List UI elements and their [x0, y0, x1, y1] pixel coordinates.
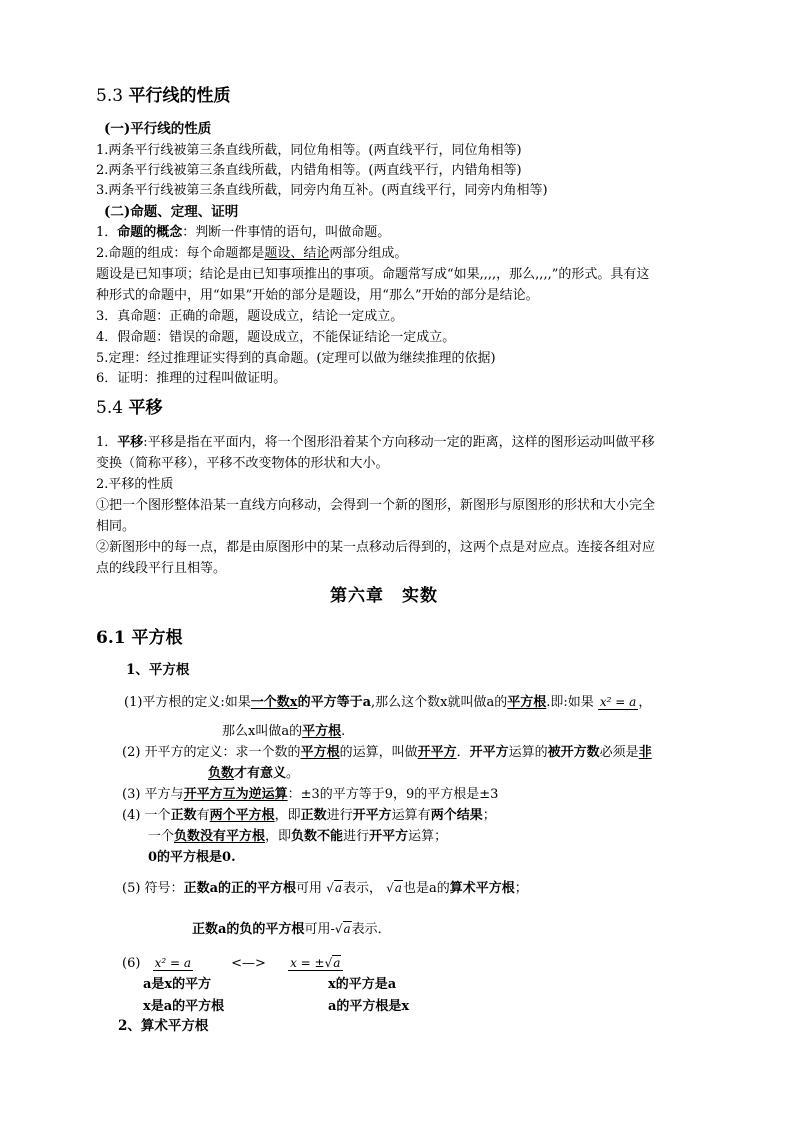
text: ；: [514, 881, 528, 896]
radicand: a: [343, 922, 351, 936]
text-line: 4．假命题：错误的命题，题设成立，不能保证结论一定成立。: [96, 330, 456, 345]
text-line: 3．真命题：正确的命题，题设成立，结论一定成立。: [96, 309, 404, 324]
item-2-line-2: [208, 765, 299, 782]
term: 平移: [117, 435, 144, 450]
text-line: 点的线段平行且相等。: [96, 561, 227, 576]
underlined-term: 开平方: [417, 745, 457, 760]
text: 表示，: [342, 881, 382, 896]
text: (5) 符号：: [122, 881, 184, 896]
text: .: [341, 724, 346, 739]
item-number: (6): [122, 956, 141, 971]
text: ；: [482, 808, 496, 823]
text-line: 相同。: [96, 519, 136, 534]
text-line: 5.定理：经过推理证实得到的真命题。(定理可以做为继续推理的依据): [96, 351, 496, 366]
section-number: 5.3: [96, 86, 124, 106]
subsection-title: (二)命题、定理、证明: [104, 204, 239, 220]
text: 进行: [326, 808, 353, 823]
section-title: 平方根: [131, 628, 183, 648]
item-2-line-1: [122, 744, 652, 761]
text-line: ①把一个图形整体沿某一直线方向移动，会得到一个新的图形，新图形与原图形的形状和大小完全: [96, 498, 656, 513]
underlined-term: 题设、结论: [264, 246, 330, 261]
text: 1．: [96, 225, 118, 240]
text-line: ②新图形中的每一点，都是由原图形中的某一点移动后得到的，这两个点是对应点。连接各组对应: [96, 540, 656, 555]
item-5-line-1: [122, 880, 528, 897]
text: 2.命题的组成：每个命题都是: [96, 246, 265, 261]
text: ．: [456, 745, 470, 760]
text-line: 变换（简称平移），平移不改变物体的形状和大小。: [96, 456, 389, 471]
text: (1)平方根的定义:如果: [124, 695, 251, 710]
term: 才有意义: [234, 766, 287, 781]
item-3: [122, 786, 498, 803]
text-line: 6．证明：推理的过程叫做证明。: [96, 371, 287, 386]
text: (3) 平方与: [122, 787, 184, 802]
item-5-line-2: [192, 921, 391, 938]
text: ,那么这个数x就叫做a的: [371, 695, 508, 710]
term: 的平方: [297, 695, 337, 710]
section-title: 平行线的性质: [128, 86, 231, 106]
text: :平移是指在平面内，将一个图形沿着某个方向移动一定的距离，这样的图形运动叫做平移: [143, 435, 655, 450]
radical-sign: √: [386, 881, 394, 895]
section-number: 5.4: [96, 398, 124, 418]
chapter-title: 第六章 实数: [330, 586, 438, 606]
text-line: 题设是已知事项；结论是由已知事项推出的事项。命题常写成“如果,,,,，那么,,,,”的形式。具有这: [96, 267, 650, 282]
math-formula-left: x² = a: [154, 956, 191, 970]
item-4-line-3: 0的平方根是0.: [148, 850, 236, 865]
text-line: 种形式的命题中，用“如果”开始的部分是题设，用“那么”开始的部分是结论。: [96, 288, 539, 303]
underlined-term: 负数: [208, 766, 235, 781]
text: 可用: [296, 881, 323, 896]
text: ：判断一件事情的语句，叫做命题。: [182, 225, 391, 240]
section-5-4-heading: [96, 400, 162, 417]
subsection-title: 1、平方根: [126, 662, 190, 678]
term: 正数: [300, 808, 327, 823]
sqrt-a-formula: [335, 921, 352, 936]
text: (4) 一个: [122, 808, 171, 823]
underlined-term: 平方根: [300, 745, 340, 760]
text: 。: [286, 766, 300, 781]
underlined-term: 平方根: [507, 695, 547, 710]
subsection-title: 2、算术平方根: [118, 1018, 209, 1034]
term: 开平方: [352, 808, 392, 823]
section-number: 6.1: [96, 628, 126, 648]
term: 开平方: [469, 745, 509, 760]
text: 也是a的: [402, 881, 450, 896]
text: 一个: [148, 829, 175, 844]
item-6-col1-line2: x是a的平方根: [143, 999, 225, 1014]
text: 可用-: [304, 922, 335, 937]
subsection-title: (一)平行线的性质: [104, 121, 212, 137]
text-line: 1.两条平行线被第三条直线所截，同位角相等。(两直线平行，同位角相等): [96, 143, 522, 158]
section-5-3-heading: [96, 88, 230, 105]
text: 两部分组成。: [329, 246, 408, 261]
term: 被开方数: [547, 745, 600, 760]
term: 算术平方根: [449, 881, 515, 896]
formula-prefix: x = ±: [290, 956, 325, 970]
item-6-col1-line1: a是x的平方: [143, 977, 212, 992]
math-formula: x² = a: [599, 695, 637, 709]
text-line: [96, 245, 407, 262]
term: 命题的概念: [117, 225, 183, 240]
text-line: 2.平移的性质: [96, 477, 174, 492]
term: 负数不能: [291, 829, 344, 844]
sqrt-a-formula: [386, 880, 403, 895]
text: ，: [638, 695, 652, 710]
section-6-1-heading: [96, 630, 183, 647]
term: 等于a: [336, 695, 372, 710]
text: 运算有: [391, 808, 431, 823]
text-line: [96, 224, 390, 241]
text-line: 2.两条平行线被第三条直线所截，内错角相等。(两直线平行，内错角相等): [96, 163, 522, 178]
text: 运算；: [408, 829, 448, 844]
text: ，即: [274, 808, 301, 823]
radicand: a: [333, 956, 341, 970]
text: 必须是: [599, 745, 639, 760]
radical-sign: √: [326, 881, 334, 895]
text: ，即: [265, 829, 292, 844]
text-line: 3.两条平行线被第三条直线所截，同旁内角互补。(两直线平行，同旁内角相等): [96, 183, 548, 198]
radical-sign: √: [334, 922, 343, 936]
text: 进行: [343, 829, 370, 844]
equivalence-arrow: <—>: [231, 956, 266, 971]
text: (2) 开平方的定义：求一个数的: [122, 745, 301, 760]
sqrt-a-formula: [326, 880, 343, 895]
text-line: [96, 434, 655, 451]
underlined-term: 平方根: [302, 724, 342, 739]
text: 表示．: [351, 922, 391, 937]
text: .即:如果: [546, 695, 594, 710]
text: ：±3的平方等于9，9的平方根是±3: [287, 787, 499, 802]
item-6-col2-line1: x的平方是a: [328, 977, 397, 992]
underlined-term: 开平方互为逆运算: [183, 787, 288, 802]
section-title: 平移: [128, 398, 163, 418]
term: 两个结果: [430, 808, 483, 823]
term: 正数a的负的平方根: [192, 922, 305, 937]
radicand: a: [334, 881, 342, 895]
sqrt-a-formula: [325, 955, 342, 970]
text: 的运算，叫做: [339, 745, 418, 760]
underlined-term: 一个数x: [250, 695, 298, 710]
underlined-term: 负数没有平方根: [174, 829, 266, 844]
text: 1．: [96, 435, 118, 450]
underlined-term: 两个平方根: [209, 808, 275, 823]
text: 那么x叫做a的: [222, 724, 303, 739]
item-4-line-1: [122, 807, 496, 824]
term: 正数a的正的平方根: [183, 881, 296, 896]
radical-sign: √: [324, 956, 333, 970]
term: 开平方: [369, 829, 409, 844]
item-4-line-2: [148, 828, 447, 845]
text: 有: [196, 808, 210, 823]
item-6-col2-line2: a的平方根是x: [328, 999, 410, 1014]
term: 正数: [170, 808, 197, 823]
underlined-term: 非: [638, 745, 652, 760]
text: 运算的: [508, 745, 548, 760]
math-formula-right: [288, 956, 343, 971]
radicand: a: [394, 881, 402, 895]
item-6-formula-row: [122, 955, 343, 972]
item-1-line-1: [124, 694, 651, 711]
item-1-line-2: [222, 723, 345, 740]
